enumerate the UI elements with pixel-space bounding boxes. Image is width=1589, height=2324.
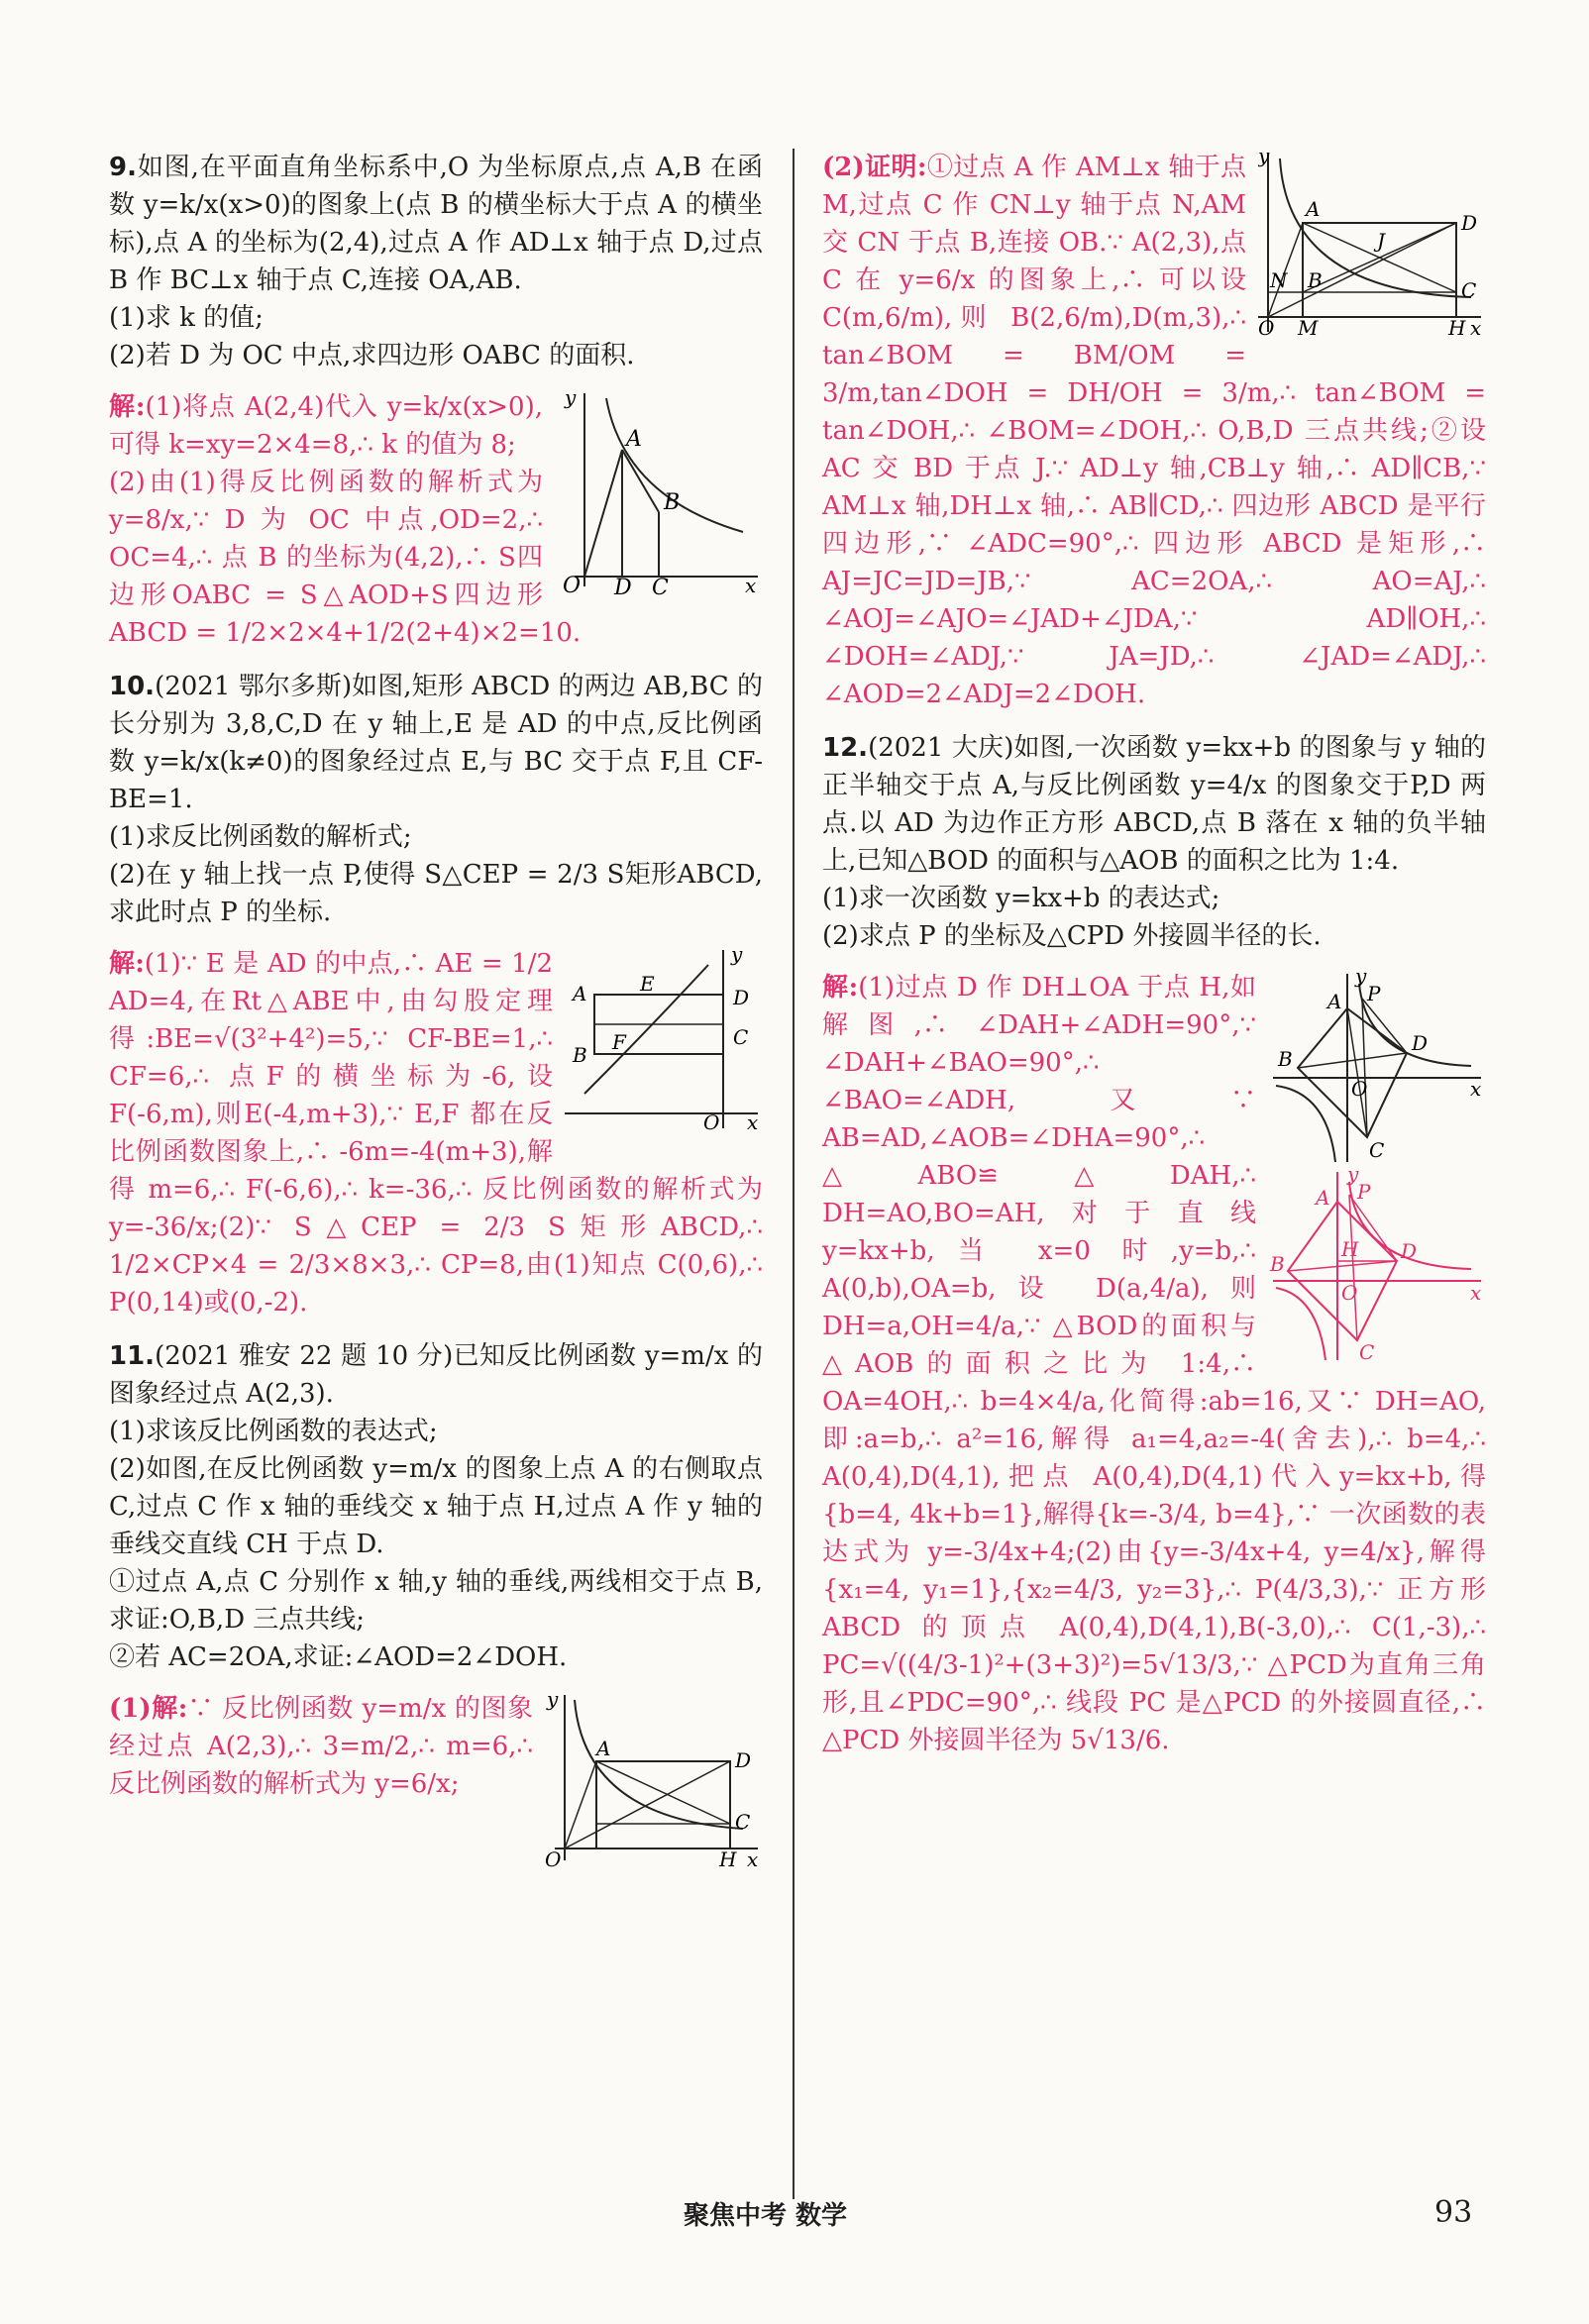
- figure-q11-solution: [1258, 149, 1486, 337]
- question-text: (2021 大庆)如图,一次函数 y=kx+b 的图象与 y 轴的正半轴交于点 A,与反比例函数 y=4/x 的图象交于P,D 两点.以 AD 为边作正方形 ABCD,点 B 落在 x 轴的负半轴上,已知△BOD 的面积与△AOB 的面积之比为 1:4.: [822, 733, 1486, 876]
- sub-question-2-2: ②若 AC=2OA,求证:∠AOD=2∠DOH.: [109, 1642, 568, 1672]
- point-label-H: H: [1341, 1237, 1359, 1261]
- point-label-D: D: [1461, 211, 1478, 235]
- point-label-B: B: [1270, 1252, 1285, 1276]
- answer-text: (1)过点 D 作 DH⊥OA 于点 H,如解图,∴ ∠DAH+∠ADH=90°,∵ ∠DAH+∠BAO=90°,∴ ∠BAO=∠ADH,又∵ AB=AD,∠AOB=∠DHA=90°,∴ △ABO≌△DAH,∴ DH=AO,BO=AH,对于直线 y=kx+b,当 x=0 时,y=b,∴ A(0,b),OA=b,设 D(a,4/a),则 DH=a,OH=4/a,∵ △BOD的面积与△AOB的面积之比为 1:4,∴ OA=4OH,∴ b=4×4/a,化简得:ab=16,又∵ DH=AO,即:a=b,∴ a²=16,解得 a₁=4,a₂=-4(舍去),∴ b=4,∴ A(0,4),D(4,1),把点 A(0,4),D(4,1)代入y=kx+b,得{b=4, 4k+b=1},解得{k=-3/4, b=4},∵ 一次函数的表达式为 y=-3/4x+4;(2)由{y=-3/4x+4, y=4/x},解得{x₁=4, y₁=1},{x₂=4/3, y₂=3},∴ P(4/3,3),∵ 正方形 ABCD 的顶点 A(0,4),D(4,1),B(-3,0),∴ C(1,-3),∴ PC=√((4/3-1)²+(3+3)²)=5√13/3,∵ △PCD为直角三角形,且∠PDC=90°,∴ 线段 PC 是△PCD 的外接圆直径,∴ △PCD 外接圆半径为 5√13/6.: [822, 973, 1486, 1755]
- point-label-B: B: [664, 490, 681, 515]
- point-label-P: P: [1367, 982, 1381, 1005]
- figure-q9: [555, 388, 763, 596]
- column-divider: [793, 149, 794, 2199]
- point-label-C: C: [735, 1810, 751, 1834]
- sub-question-2: (2)如图,在反比例函数 y=m/x 的图象上点 A 的右侧取点 C,过点 C 作 x 轴的垂线交 x 轴于点 H,过点 A 作 y 轴的垂线交直线 CH 于点 D.: [109, 1454, 763, 1559]
- right-column: [822, 149, 1486, 1775]
- question-number: 10.: [109, 672, 156, 701]
- axis-label-x: x: [1470, 316, 1482, 337]
- axis-label-x: x: [1470, 1077, 1482, 1101]
- axis-label-y: y: [731, 945, 743, 966]
- answer-part-2: (2)由(1)得反比例函数的解析式为 y=8/x,∵ D 为 OC 中点,OD=2,∴ OC=4,∴ 点 B 的坐标为(4,2),∴ S四边形OABC = S△AOD+S四边形ABCD = 1/2×2×4+1/2(2+4)×2=10.: [109, 468, 582, 648]
- left-column: [109, 149, 763, 1874]
- point-label-C: C: [1461, 278, 1477, 302]
- axis-label-y: y: [1355, 969, 1367, 988]
- figure-q12: [1268, 969, 1486, 1167]
- point-label-O: O: [1351, 1077, 1368, 1101]
- axis-label-x: x: [745, 574, 757, 596]
- figure-q11: [545, 1690, 763, 1868]
- axis-label-y: y: [1347, 1167, 1359, 1186]
- axis-label-y: y: [547, 1690, 559, 1711]
- point-label-O: O: [1258, 316, 1275, 337]
- point-label-A: A: [573, 982, 587, 1005]
- point-label-P: P: [1357, 1180, 1371, 1204]
- point-label-B: B: [1308, 268, 1323, 292]
- question-11: [109, 1337, 763, 1676]
- point-label-J: J: [1377, 229, 1386, 253]
- point-label-D: D: [1401, 1239, 1418, 1263]
- question-12: [822, 729, 1486, 955]
- answer-11-part-1: [109, 1690, 763, 1868]
- sub-question-1: (1)求 k 的值;: [109, 303, 264, 333]
- answer-11-part-2: [822, 149, 1486, 713]
- point-label-O: O: [1341, 1281, 1358, 1305]
- answer-label: (1)解:: [109, 1694, 188, 1724]
- question-9: [109, 149, 763, 374]
- figure-q12-solution: [1268, 1167, 1486, 1365]
- point-label-D: D: [614, 576, 632, 596]
- point-label-A: A: [1327, 990, 1342, 1013]
- point-label-F: F: [612, 1030, 626, 1054]
- answer-10: [109, 945, 763, 1321]
- question-text: 如图,在平面直角坐标系中,O 为坐标原点,点 A,B 在函数 y=k/x(x>0)的图象上(点 B 的横坐标大于点 A 的横坐标),点 A 的坐标为(2,4),过点 A 作 AD⊥x 轴于点 D,过点 B 作 BC⊥x 轴于点 C,连接 OA,AB.: [109, 153, 763, 295]
- point-label-M: M: [1298, 316, 1319, 337]
- answer-label: 解:: [109, 949, 145, 979]
- sub-question-1: (1)求反比例函数的解析式;: [109, 822, 412, 852]
- answer-9: [109, 388, 763, 652]
- sub-question-2: (2)求点 P 的坐标及△CPD 外接圆半径的长.: [822, 921, 1322, 951]
- point-label-N: N: [1270, 268, 1288, 292]
- point-label-D: D: [1412, 1031, 1429, 1055]
- footer-title: 聚焦中考 数学: [684, 2201, 848, 2231]
- point-label-A: A: [596, 1737, 611, 1760]
- point-label-D: D: [733, 986, 750, 1009]
- sub-question-2: (2)若 D 为 OC 中点,求四边形 OABC 的面积.: [109, 341, 635, 370]
- figures-q12: [1268, 969, 1486, 1365]
- axis-label-x: x: [747, 1848, 759, 1868]
- question-10: [109, 668, 763, 931]
- answer-label: 解:: [109, 392, 146, 422]
- figure-q10: [565, 945, 763, 1133]
- axis-label-x: x: [747, 1110, 759, 1133]
- question-number: 12.: [822, 733, 869, 763]
- point-label-H: H: [1448, 316, 1466, 337]
- sub-question-2-1: ①过点 A,点 C 分别作 x 轴,y 轴的垂线,两线相交于点 B,求证:O,B,D 三点共线;: [109, 1567, 763, 1635]
- point-label-E: E: [640, 972, 655, 996]
- sub-question-1: (1)求该反比例函数的表达式;: [109, 1417, 438, 1446]
- point-label-H: H: [719, 1848, 737, 1868]
- axis-label-y: y: [1258, 149, 1270, 167]
- point-label-B: B: [1278, 1047, 1293, 1071]
- point-label-C: C: [733, 1025, 749, 1049]
- point-label-D: D: [735, 1748, 752, 1772]
- point-label-C: C: [1369, 1138, 1385, 1162]
- point-label-C: C: [652, 576, 669, 596]
- answer-text: ∵ 反比例函数 y=m/x 的图象经过点 A(2,3),∴ 3=m/2,∴ m=6,∴ 反比例函数的解析式为 y=6/x;: [109, 1694, 533, 1799]
- point-label-A: A: [626, 427, 642, 452]
- point-label-A: A: [1316, 1186, 1330, 1210]
- question-text: (2021 鄂尔多斯)如图,矩形 ABCD 的两边 AB,BC 的长分别为 3,8,C,D 在 y 轴上,E 是 AD 的中点,反比例函数 y=k/x(k≠0)的图象经过点 E,与 BC 交于点 F,且 CF-BE=1.: [109, 672, 763, 814]
- question-number: 9.: [109, 153, 137, 182]
- answer-label: (2)证明:: [822, 153, 927, 182]
- sub-question-2: (2)在 y 轴上找一点 P,使得 S△CEP = 2/3 S矩形ABCD,求此时点 P 的坐标.: [109, 860, 763, 927]
- point-label-O: O: [703, 1110, 720, 1133]
- page-number: 93: [1434, 2195, 1473, 2230]
- point-label-B: B: [573, 1043, 587, 1067]
- axis-label-x: x: [1470, 1281, 1482, 1305]
- answer-part-1: (1)将点 A(2,4)代入 y=k/x(x>0),可得 k=xy=2×4=8,∴ k 的值为 8;: [109, 392, 543, 460]
- axis-label-y: y: [565, 388, 577, 409]
- answer-12: [822, 969, 1486, 1759]
- point-label-A: A: [1306, 197, 1321, 221]
- answer-label: 解:: [822, 973, 859, 1003]
- question-text: (2021 雅安 22 题 10 分)已知反比例函数 y=m/x 的图象经过点 A(2,3).: [109, 1341, 763, 1409]
- answer-text: ①过点 A 作 AM⊥x 轴于点 M,过点 C 作 CN⊥y 轴于点 N,AM 交 CN 于点 B,连接 OB.∵ A(2,3),点 C 在 y=6/x 的图象上,∴ 可以设 C(m,6/m),则 B(2,6/m),D(m,3),∴ tan∠BOM = BM/OM = 3/m,tan∠DOH = DH/OH = 3/m,∴ tan∠BOM = tan∠DOH,∴ ∠BOM=∠DOH,∴ O,B,D 三点共线;②设 AC 交 BD 于点 J.∵ AD⊥y 轴,CB⊥y 轴,∴ AD∥CB,∵ AM⊥x 轴,DH⊥x 轴,∴ AB∥CD,∴ 四边形 ABCD 是平行四边形,∵ ∠ADC=90°,∴ 四边形 ABCD 是矩形,∴ AJ=JC=JD=JB,∵ AC=2OA,∴ AO=AJ,∴ ∠AOJ=∠AJO=∠JAD+∠JDA,∵ AD∥OH,∴ ∠DOH=∠ADJ,∵ JA=JD,∴ ∠JAD=∠ADJ,∴ ∠AOD=2∠ADJ=2∠DOH.: [822, 153, 1486, 709]
- question-number: 11.: [109, 1341, 156, 1371]
- point-label-C: C: [1359, 1340, 1375, 1364]
- point-label-O: O: [545, 1848, 562, 1868]
- answer-text: (1)∵ E 是 AD 的中点,∴ AE = 1/2 AD=4,在Rt△ABE中,由勾股定理得:BE=√(3²+4²)=5,∵ CF-BE=1,∴ CF=6,∴ 点F的横坐标为-6,设 F(-6,m),则E(-4,m+3),∵ E,F 都在反比例函数图象上,∴ -6m=-4(m+3),解得 m=6,∴ F(-6,6),∴ k=-36,∴ 反比例函数的解析式为 y=-36/x;(2)∵ S△CEP = 2/3 S矩形ABCD,∴ 1/2×CP×4 = 2/3×8×3,∴ CP=8,由(1)知点 C(0,6),∴ P(0,14)或(0,-2).: [109, 949, 763, 1318]
- sub-question-1: (1)求一次函数 y=kx+b 的表达式;: [822, 884, 1220, 913]
- point-label-O: O: [563, 574, 582, 596]
